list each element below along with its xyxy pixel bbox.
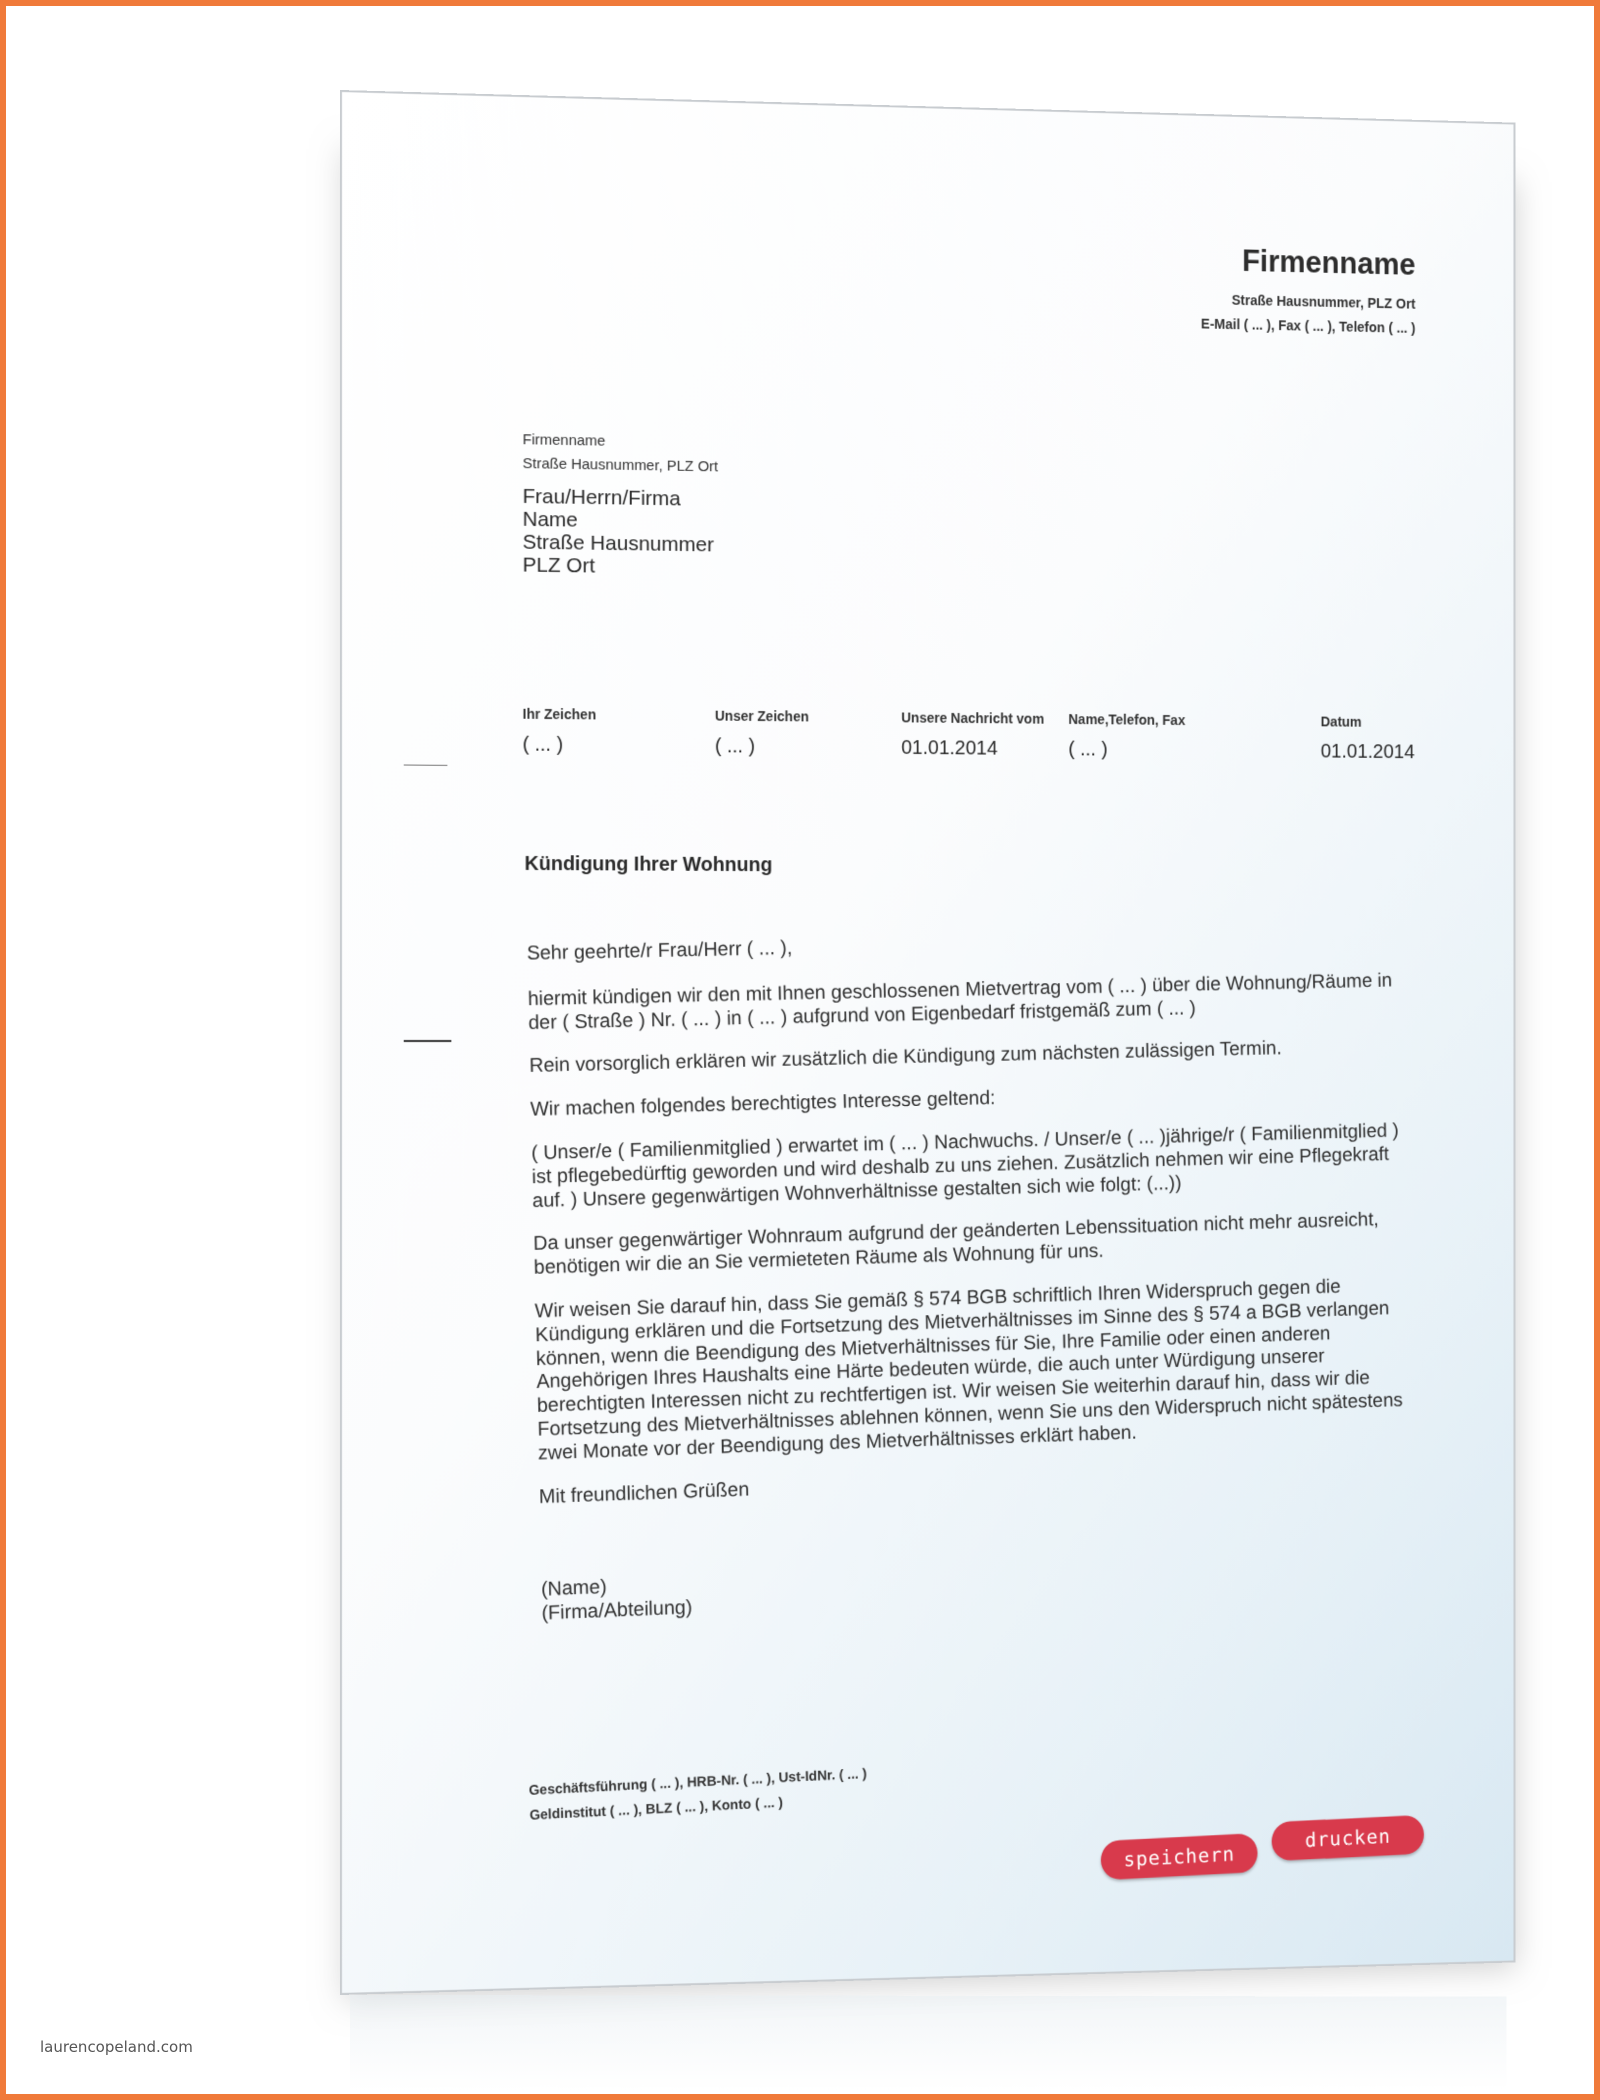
sender-address: Straße Hausnummer, PLZ Ort: [522, 455, 719, 476]
letter-subject: Kündigung Ihrer Wohnung: [524, 853, 773, 877]
ref-header-datum: Datum: [1320, 713, 1362, 730]
body-paragraph: Rein vorsorglich erklären wir zusätzlich die Kündigung zum nächsten zulässigen Termin.: [529, 1037, 1282, 1078]
save-button[interactable]: speichern: [1100, 1833, 1258, 1880]
recipient-line: Frau/Herrn/Firma: [522, 484, 681, 511]
letterhead-company: Firmenname: [1242, 243, 1416, 282]
page-reflection: [350, 1995, 1507, 2090]
ref-value-ihr-zeichen: ( ... ): [522, 733, 564, 756]
print-button[interactable]: drucken: [1271, 1815, 1424, 1862]
letterhead-contact: E-Mail ( ... ), Fax ( ... ), Telefon ( ... ): [1201, 315, 1416, 336]
signature-department: (Firma/Abteilung): [541, 1596, 693, 1625]
footer-line: Geschäftsführung ( ... ), HRB-Nr. ( ... ), Ust-IdNr. ( ... ): [528, 1765, 868, 1798]
fold-mark: [404, 765, 448, 766]
footer-line: Geldinstitut ( ... ), BLZ ( ... ), Konto ( ... ): [529, 1793, 784, 1823]
ref-value-name-telefon: ( ... ): [1068, 738, 1108, 761]
sender-company: Firmenname: [522, 431, 606, 450]
watermark-text: laurencopeland.com: [40, 2038, 193, 2056]
recipient-line: PLZ Ort: [522, 553, 595, 578]
ref-value-unser-zeichen: ( ... ): [714, 735, 756, 758]
ref-header-nachricht-vom: Unsere Nachricht vom: [901, 709, 1045, 727]
letter-page: [340, 90, 1515, 1995]
ref-header-unser-zeichen: Unser Zeichen: [714, 707, 809, 725]
salutation: Sehr geehrte/r Frau/Herr ( ... ),: [526, 937, 793, 965]
recipient-line: Name: [522, 507, 578, 532]
letter-footer: [528, 1761, 867, 1826]
body-paragraph: hiermit kündigen wir den mit Ihnen geschlossenen Mietvertrag vom ( ... ) über die Wohnung/Räume in der ( Straße ) Nr. ( ... ) in ( ... ) aufgrund von Eigenbedarf fristgemäß zum ( ... ): [527, 969, 1393, 1034]
body-paragraph: Wir machen folgendes berechtigtes Interesse geltend:: [530, 1087, 996, 1121]
ref-value-datum: 01.01.2014: [1320, 740, 1415, 764]
ref-value-nachricht-vom: 01.01.2014: [901, 737, 998, 760]
ref-header-name-telefon: Name,Telefon, Fax: [1068, 711, 1186, 728]
closing: Mit freundlichen Grüßen: [538, 1478, 750, 1508]
ref-header-ihr-zeichen: Ihr Zeichen: [522, 705, 597, 723]
signature-name: (Name): [540, 1576, 607, 1601]
body-paragraph: Wir weisen Sie darauf hin, dass Sie gemäß § 574 BGB schriftlich Ihren Widerspruch gegen die Kündigung erklären und die Fortsetzung des Mietverhältnisses im Sinne des § 574 a BGB verlangen können, wenn die Beendigung des Mietverhältnisses für Sie, Ihre Familie oder einen anderen Angehörigen Ihres Haushalts eine Härte bedeuten würde, die auch unter Würdigung unserer berechtigten Interessen nicht zu rechtfertigen ist. Wir weisen Sie weiterhin darauf hin, dass wir die Fortsetzung des Mietverhältnisses ablehnen können, wenn Sie uns den Widerspruch nicht spätestens zwei Monate vor der Beendigung des Mietverhältnisses erklärt haben.: [534, 1275, 1404, 1465]
body-paragraph: Da unser gegenwärtiger Wohnraum aufgrund der geänderten Lebenssituation nicht mehr ausreicht, benötigen wir die an Sie vermieteten Räume als Wohnung für uns.: [533, 1209, 1379, 1279]
recipient-line: Straße Hausnummer: [522, 530, 714, 557]
punch-mark: [404, 1040, 452, 1042]
letter-body: [527, 925, 1426, 1626]
body-paragraph: ( Unser/e ( Familienmitglied ) erwartet im ( ... ) Nachwuchs. / Unser/e ( ... )jährige/r ( Familienmitglied ) ist pflegebedürftig geworden und wird deshalb zu uns ziehen. Zusätzlich nehmen wir eine Pflegekraft auf. ) Unsere gegenwärtigen Wohnverhältnisse gestalten sich wie folgt: (...)): [531, 1119, 1399, 1212]
letterhead-address: Straße Hausnummer, PLZ Ort: [1231, 292, 1416, 312]
